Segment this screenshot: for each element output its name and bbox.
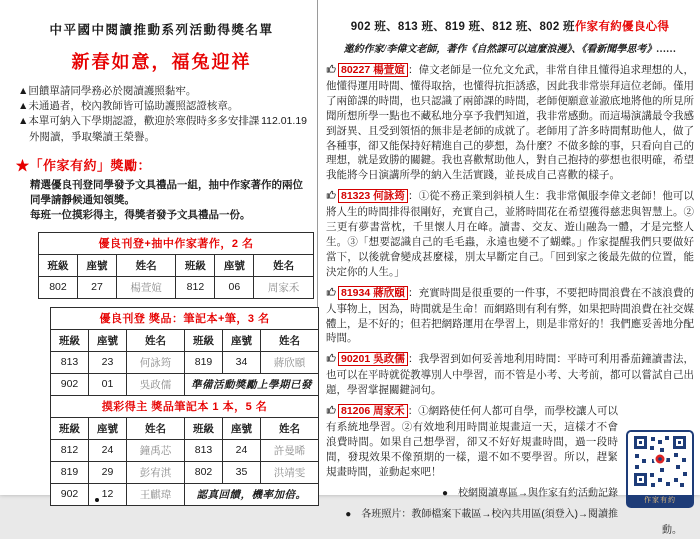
author-subtitle: 邀約作家/李偉文老師，著作《自然課可以這麼浪漫》、《看新聞學思考》……	[343, 44, 677, 55]
thumbs-up-icon	[326, 63, 337, 79]
left-column	[0, 0, 318, 501]
table-row: 819 29 彭宥淇 802 35 洪靖雯	[51, 461, 319, 483]
qr-caption: 作家有約	[628, 495, 692, 506]
new-year-greeting: 新春如意，福兔迎祥	[71, 52, 252, 72]
table-header-row: 班級 座號 姓名 班級 座號 姓名	[39, 254, 314, 276]
document-title: 中平國中閱讀推動系列活動得獎名單	[49, 23, 274, 37]
award-rule: 精選優良刊登同學發予文具禮品一組，抽中作家著作的兩位同學請靜候通知領獎。	[30, 178, 303, 207]
award-section-heading: ★「作家有約」獎勵：	[16, 157, 152, 173]
table-note: 準備活動獎勵上學期已發	[185, 373, 319, 395]
reflection-text: ：①網路使任何人都可自學，而學校讓人可以有系統地學習。②有效地利用時間並規畫這一天，這樣才不會浪費時間。如果自己想學習，卻又不好好規畫時間，過一段時間，發現效果不像預期的一樣，還不如不要學習。所以，趕緊規畫時間，並動起來吧！	[326, 405, 618, 478]
table-row: 902 01 吳政儒 準備活動獎勵上學期已發	[51, 373, 319, 395]
award-rule: 每班一位摸彩得主，得獎者發予文具禮品一份。	[30, 209, 251, 222]
reflection-entry	[326, 189, 694, 279]
table-row: 902 12 王麒瑋 認真回饋，機率加倍。	[51, 483, 319, 505]
notice-item	[18, 114, 307, 144]
table-row: 802 27 楊萱媗 812 06 周家禾	[39, 276, 314, 298]
winners-table-published-and-raffle	[50, 307, 319, 506]
qr-code	[626, 430, 694, 508]
reflection-text: ：①從不務正業到斜槓人生：我非常佩服李偉文老師！他可以將人生的時間排得很剛好，充實自己，並將時間花在希望獲得慈悲與智慧上。②三更有夢書當枕，千里懷人月在峰。讀書、交友、遊山融為一體，才是完整人生。③「想要認識自己的毛毛蟲，永遠也變不了蝴蝶。」作家提醒我們只要做好當下，以後就會變成甚麼樣，別太早斷定自己。「回到家之後最先做的位置，能決定你的人生。」	[326, 190, 694, 278]
notice-list	[18, 84, 307, 145]
table-header-row: 班級 座號 姓名 班級 座號 姓名	[51, 329, 319, 351]
student-id-badge: 81323 何詠筠	[338, 189, 408, 203]
thumbs-up-icon	[326, 352, 337, 368]
table-row: 813 23 何詠筠 819 34 蔣欣頤	[51, 351, 319, 373]
winners-table-published-plus-book	[38, 232, 314, 299]
reflection-entry	[326, 286, 694, 347]
issue-date: 112.01.19	[261, 115, 307, 128]
student-id-badge: 90201 吳政儒	[338, 352, 408, 366]
table-header-row: 班級 座號 姓名 班級 座號 姓名	[51, 417, 319, 439]
student-id-badge: 81206 周家禾	[338, 404, 408, 418]
qr-pattern	[630, 432, 690, 490]
reflections-title-classes: 902 班、813 班、819 班、812 班、802 班	[350, 21, 575, 33]
footer-note: ● 校網閱讀專區→與作家有約活動記錄	[441, 487, 618, 499]
thumbs-up-icon	[326, 189, 337, 205]
reflection-text: ：我學習到如何妥善地利用時間：平時可利用番茄鐘讀書法，也可以在平時就從教導別人中學習，而不管是小考、大考前，都可以嘗試自己出題，學習掌握關鍵詞句。	[326, 353, 694, 397]
student-id-badge: 81934 蔣欣頤	[338, 286, 408, 300]
table-title: 摸彩得主 獎品筆記本 1 本，5 名	[51, 395, 319, 417]
reflection-entry	[326, 352, 694, 398]
thumbs-up-icon	[326, 404, 337, 420]
right-column	[318, 0, 700, 536]
table-title: 優良刊登 獎品：筆記本+筆，3 名	[51, 307, 319, 329]
table-note: 認真回饋，機率加倍。	[185, 483, 319, 505]
reflection-entry	[326, 63, 694, 183]
notice-item: ▲回饋單請同學務必於閱讀護照黏牢。	[18, 85, 197, 97]
footer-note: ● 各班照片：教師檔案下載區→校內共用區(須登入)→閱讀推動。	[345, 508, 682, 536]
notice-text: ▲本單可納入下學期認證，歡迎於寒假時多多安排課外閱讀，爭取樂讀王榮譽。	[18, 115, 260, 143]
table-row: 812 24 鐘禹芯 813 24 許曼晞	[51, 439, 319, 461]
table-title: 優良刊登+抽中作家著作，2 名	[39, 232, 314, 254]
reflection-text: ：充實時間是很重要的一件事，不要把時間浪費在不該浪費的人事物上，因為，時間就是生命！而網路則有利有弊，如果把時間浪費在社交媒體上，是不好的；但若把網路運用在學習上，則是非常好的！我們應妥善地分配時間。	[326, 286, 694, 345]
reflection-text: ：偉文老師是一位允文允武，非常自律且懂得追求理想的人，他懂得運用時間、懂得取捨，也懂得抗拒誘惑，因此我非常崇拜這位老師。僅用了兩節課的時間，也只認識了兩節課的時間，老師便願意並澈底地將他的所見所聞所想所學一點也不藏私地分享予我們知道，我非常感動。而這場演講最令我感到訝異、且受到領悟的無非是老師的成就了。老師用了許多時間幫助他人，做了各種事，卻又能保持好精進自己的夢想，為什麼？不做多餘的事，只看向自己的理想，就是致勝的關鍵。我也喜歡幫助他人，對自己抱持的夢想也很明確，希望我能將今日演講所學的納入生活實踐，並長成自己喜歡的樣子。	[326, 64, 694, 182]
reflections-title	[326, 18, 694, 34]
thumbs-up-icon	[326, 286, 337, 302]
student-id-badge: 80227 楊萱媗	[338, 63, 408, 77]
reflections-title-highlight: 作家有約優良心得	[574, 21, 670, 33]
notice-item: ▲未通過者，校內教師皆可協助護照認證核章。	[18, 100, 239, 113]
